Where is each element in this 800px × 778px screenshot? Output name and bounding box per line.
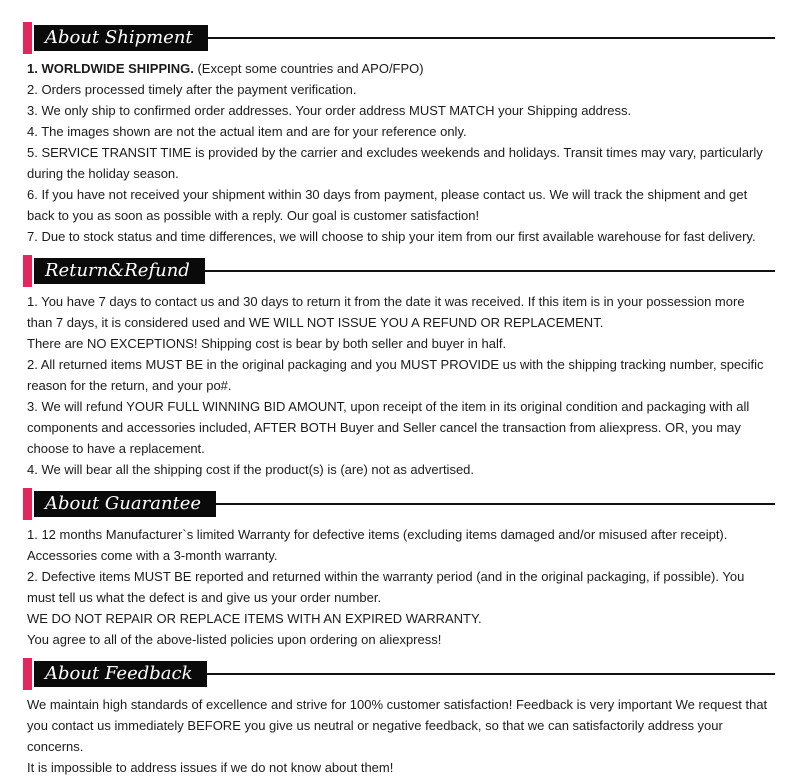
section-title: About Shipment bbox=[34, 25, 208, 51]
policy-paragraph bbox=[27, 566, 773, 608]
paragraph-text: 2. All returned items MUST BE in the original packaging and you MUST PROVIDE us with the shipping tracking number, specific reason for the return, and your po#. bbox=[27, 357, 764, 393]
paragraph-text: 3. We only ship to confirmed order addresses. Your order address MUST MATCH your Shipping address. bbox=[27, 103, 632, 118]
policy-paragraph bbox=[27, 459, 773, 480]
policy-paragraph bbox=[27, 226, 773, 247]
paragraph-text: You agree to all of the above-listed policies upon ordering on aliexpress! bbox=[27, 632, 442, 647]
policy-paragraph bbox=[27, 58, 773, 79]
paragraph-text: We maintain high standards of excellence and strive for 100% customer satisfaction! Feedback is very important We request that you contact us immediately BEFORE you give us neutral or negative feedback, so that we can satisfactorily address your concerns. bbox=[27, 697, 768, 754]
section-header bbox=[23, 22, 775, 54]
accent-bar bbox=[23, 255, 32, 287]
policy-paragraph bbox=[27, 142, 773, 184]
policy-paragraph bbox=[27, 184, 773, 226]
header-rule bbox=[216, 503, 775, 505]
policy-paragraph bbox=[27, 524, 773, 566]
policy-section bbox=[23, 22, 775, 247]
section-body bbox=[23, 58, 775, 247]
policy-paragraph bbox=[27, 629, 773, 650]
header-rule bbox=[208, 37, 775, 39]
paragraph-text: 6. If you have not received your shipment within 30 days from payment, please contact us. We will track the shipment and get back to you as soon as possible with a reply. Our goal is customer satisfaction! bbox=[27, 187, 748, 223]
paragraph-text: 4. We will bear all the shipping cost if the product(s) is (are) not as advertised. bbox=[27, 462, 475, 477]
paragraph-text: 3. We will refund YOUR FULL WINNING BID AMOUNT, upon receipt of the item in its original condition and packaging with all components and accessories included, AFTER BOTH Buyer and Seller cancel the transaction from aliexpress. OR, you may choose to have a replacement. bbox=[27, 399, 750, 456]
policy-section bbox=[23, 488, 775, 650]
section-body bbox=[23, 291, 775, 480]
header-rule bbox=[207, 673, 775, 675]
policy-paragraph bbox=[27, 354, 773, 396]
header-rule bbox=[205, 270, 775, 272]
policy-paragraph bbox=[27, 79, 773, 100]
policy-paragraph bbox=[27, 757, 773, 778]
accent-bar bbox=[23, 22, 32, 54]
paragraph-text: It is impossible to address issues if we do not know about them! bbox=[27, 760, 394, 775]
section-title: Return&Refund bbox=[34, 258, 205, 284]
paragraph-text: 4. The images shown are not the actual item and are for your reference only. bbox=[27, 124, 467, 139]
section-header bbox=[23, 658, 775, 690]
policy-paragraph bbox=[27, 396, 773, 459]
policy-paragraph bbox=[27, 100, 773, 121]
section-title: About Feedback bbox=[34, 661, 207, 687]
section-body bbox=[23, 694, 775, 778]
section-body bbox=[23, 524, 775, 650]
paragraph-text: 1. 12 months Manufacturer`s limited Warranty for defective items (excluding items damaged and/or misused after receipt). Accessories come with a 3-month warranty. bbox=[27, 527, 728, 563]
section-header bbox=[23, 255, 775, 287]
policy-paragraph bbox=[27, 121, 773, 142]
paragraph-text: WE DO NOT REPAIR OR REPLACE ITEMS WITH AN EXPIRED WARRANTY. bbox=[27, 611, 482, 626]
paragraph-text: 2. Orders processed timely after the payment verification. bbox=[27, 82, 357, 97]
paragraph-text: (Except some countries and APO/FPO) bbox=[193, 61, 424, 76]
paragraph-text: 2. Defective items MUST BE reported and returned within the warranty period (and in the original packaging, if possible). You must tell us what the defect is and give us your order number. bbox=[27, 569, 745, 605]
policy-paragraph bbox=[27, 694, 773, 757]
section-title: About Guarantee bbox=[34, 491, 216, 517]
accent-bar bbox=[23, 658, 32, 690]
section-header bbox=[23, 488, 775, 520]
paragraph-lead: 1. WORLDWIDE SHIPPING. bbox=[27, 61, 194, 76]
policy-paragraph bbox=[27, 291, 773, 333]
policy-paragraph bbox=[27, 333, 773, 354]
paragraph-text: 5. SERVICE TRANSIT TIME is provided by the carrier and excludes weekends and holidays. Transit times may vary, particularly during the holiday season. bbox=[27, 145, 763, 181]
paragraph-text: 1. You have 7 days to contact us and 30 days to return it from the date it was received. If this item is in your possession more than 7 days, it is considered used and WE WILL NOT ISSUE YOU A REFUND OR REPLACEMENT. bbox=[27, 294, 745, 330]
policy-section bbox=[23, 658, 775, 778]
paragraph-text: 7. Due to stock status and time differences, we will choose to ship your item from our first available warehouse for fast delivery. bbox=[27, 229, 756, 244]
policy-paragraph bbox=[27, 608, 773, 629]
paragraph-text: There are NO EXCEPTIONS! Shipping cost is bear by both seller and buyer in half. bbox=[27, 336, 507, 351]
accent-bar bbox=[23, 488, 32, 520]
policy-section bbox=[23, 255, 775, 480]
